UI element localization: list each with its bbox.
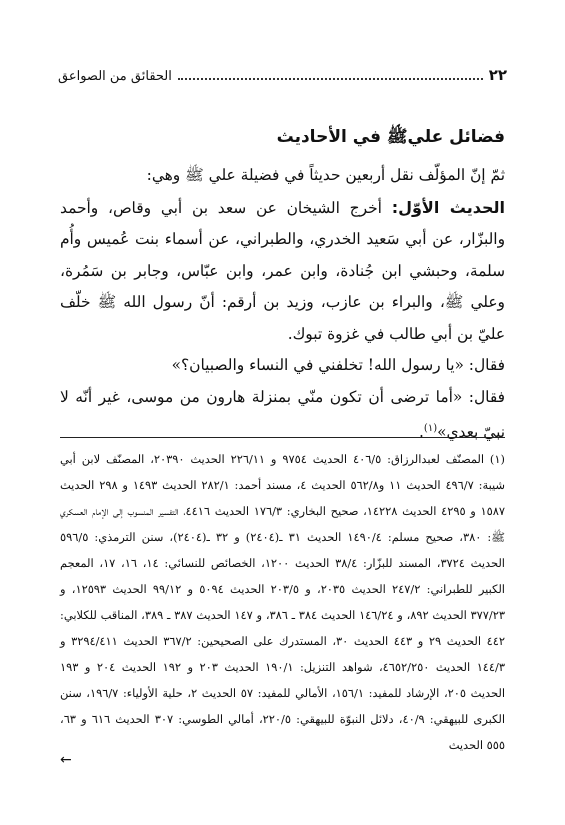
hadith-paragraph	[60, 192, 505, 351]
hadith-text: أخرج الشيخان عن سعد بن أبي وقاص، وأحمد والبزّار، عن أبي سَعيد الخدري، والطبراني، عن أسماء بنت عُميس وأُم سلمة، وحبشي ابن جُنادة، وابن عمر، وابن عبّاس، وجابر بن سَمُرة، وعلي ﷺ، والبراء بن عازب، وزيد بن أرقم: أنّ رسول الله ﷺ خلّف عليّ بن أبي طالب في غزوة تبوك.	[60, 198, 505, 343]
quote-question: فقال: «يا رسول الله! تخلفني في النساء والصبيان؟»	[171, 356, 505, 374]
footnotes	[60, 446, 505, 758]
quote-end-period: .	[419, 423, 424, 442]
footnote-1: (١) المصنّف لعبدالرزاق: ٤٠٦/٥ الحديث ٩٧٥٤ و ٢٢٦/١١ الحديث ٢٠٣٩٠، المصنّف لابن أبي شيبة: ٤٩٦/٧ الحديث ١١ و٥٦٢/٨ الحديث ٤، مسند أحمد: ٢٨٢/١ الحديث ١٤٩٣ و ٢٩٨ الحديث ١٥٨٧ و ٤٢٩٥ الحديث ١٤٢٢٨، صحيح البخاري: ١٧٦/٣ الحديث ٤٤١٦، التفسير المنسوب إلى الإمام العسكري ﷺ: ٣٨٠، صحيح مسلم: ١٤٩٠/٤ الحديث ٣١ ـ(٢٤٠٤) و ٣٢ ـ(٢٤٠٤)، سنن الترمذي: ٥٩٦/٥ الحديث ٣٧٢٤، المسند للبزّار: ٣٨/٤ الحديث ١٢٠٠، الخصائص للنسائي: ١٤، ١٦، ١٧، المعجم الكبير للطبراني: ٢٤٧/٢ الحديث ٢٠٣٥، و ٢٠٣/٥ الحديث ٥٠٩٤ و ٩٩/١٢ الحديث ١٢٥٩٣، و ٣٧٧/٢٣ الحديث ٨٩٢، و ١٤٦/٢٤ الحديث ٣٨٤ ـ ٣٨٦، و ١٤٧ الحديث ٣٨٧ ـ ٣٨٩، المناقب للكلابي: ٤٤٢ الحديث ٢٩ و ٤٤٣ الحديث ٣٠، المستدرك على الصحيحين: ٣٦٧/٢ الحديث ٣٢٩٤/٤١١ و ١٤٤/٣ الحديث ٤٦٥٢/٢٥٠، شواهد التنزيل: ١٩٠/١ الحديث ٢٠٣ و ١٩٢ الحديث ٢٠٤ و ١٩٣ الحديث ٢٠٥، الإرشاد للمفيد: ١٥٦/١، الأمالي للمفيد: ٥٧ الحديث ٢، حلية الأولياء: ١٩٦/٧، سنن الكبرى للبيهقي: ٤٠/٩، دلائل النبوّة للبيهقي: ٢٢٠/٥، أمالي الطوسي: ٣٠٧ الحديث ٦١٦ و ٦٣، ٥٥٥ الحديث	[60, 452, 506, 752]
footnote-separator	[60, 437, 505, 438]
main-text	[60, 160, 505, 449]
hadith-label: الحديث الأوّل:	[391, 197, 505, 217]
intro-paragraph: ثمّ إنّ المؤلّف نقل أربعين حديثاً في فضيلة علي ﷺ وهي:	[146, 166, 505, 184]
header-dotted-leader	[178, 77, 483, 80]
page-number: ٢٢	[488, 66, 507, 84]
page-header	[58, 60, 507, 84]
footnote-reference[interactable]: (١)	[423, 423, 438, 434]
section-title: فضائل عليﷺ في الأحاديث	[276, 127, 505, 147]
continuation-arrow-icon: ←	[60, 752, 72, 768]
quote-answer: فقال: «أما ترضى أن تكون منّي بمنزلة هارون من موسى، غير أنّه لا نبيّ بعدي»	[60, 387, 505, 442]
running-book-title: الحقائق من الصواعق	[58, 69, 172, 84]
quote-answer-paragraph	[60, 382, 505, 449]
